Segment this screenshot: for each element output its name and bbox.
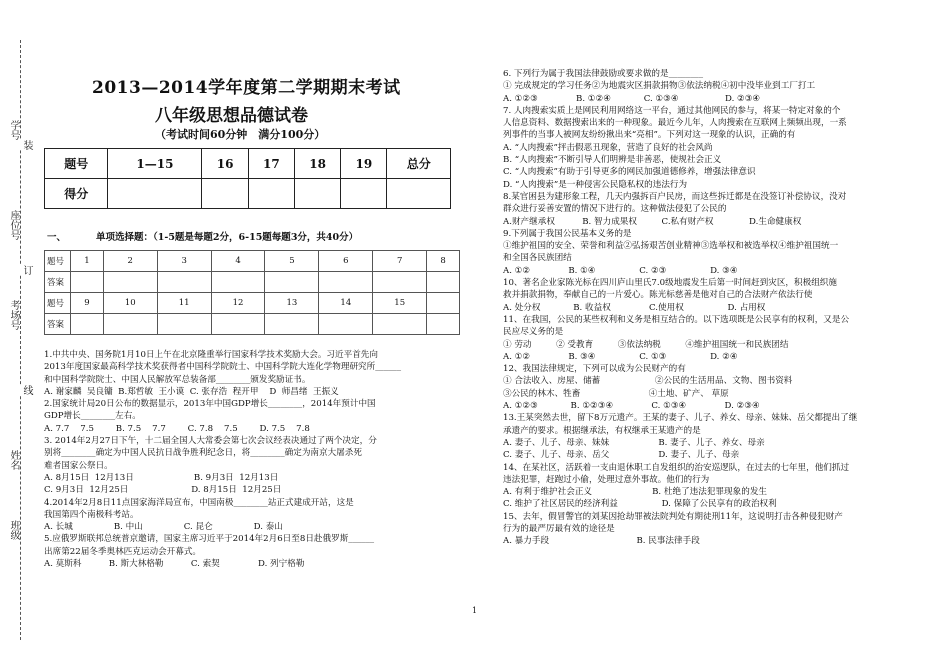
answer-cell[interactable] [319,314,373,335]
score-cell[interactable] [202,179,248,209]
question-line: 12、我国法律规定，下列可以成为公民财产的有 [503,364,686,375]
answer-cell[interactable] [71,272,104,293]
grid-qnum: 11 [157,293,211,314]
exam-subtitle: 八年级思想品德试卷 [155,106,308,126]
binding-label-class: 班级 [8,520,19,540]
grid-qnum: 2 [103,251,157,272]
question-line: ③公民的林木、牲畜 ④土地、矿产、 草原 [503,388,729,399]
binding-mark-zhuang: 装 [21,140,32,150]
grid-qnum: 14 [319,293,373,314]
answer-cell[interactable] [211,314,265,335]
grid-qnum [427,293,460,314]
right-questions [503,68,928,548]
question-line: 2.国家统计局20日公布的数据显示，2013年中国GDP增长________，2014年预计中国 [44,399,376,410]
question-line: 5.应俄罗斯联邦总统普京邀请，国家主席习近平于2014年2月6日至8日赴俄罗斯______ [44,534,375,545]
question-line: 14、在某社区，活跃着一支由退休职工自发组织的治安巡逻队，在过去的七年里，他们抓过 [503,462,850,473]
question-line: 13.王某突然去世，留下8万元遗产。王某的妻子、儿子、养女、母亲、妹妹、岳父都提出了继 [503,413,858,424]
answer-cell[interactable] [265,314,319,335]
question-line: 我国第四个南极科考站。 [44,509,139,520]
score-cell[interactable] [341,179,387,209]
binding-label-seat: 座位号 [8,210,19,240]
answer-cell[interactable] [265,272,319,293]
question-line: ①维护祖国的安全、荣誉和利益②弘扬艰苦创业精神③选举权和被选举权④维护祖国统一 [503,241,839,252]
left-questions [44,349,459,570]
question-line: 违法犯罪，赶跑过小偷，处理过意外事故。他们的行为 [503,474,710,485]
question-line: A. ①②③ B. ①②③④ C. ①③④ D. ②③④ [503,401,760,412]
question-line: 10、著名企业家陈光标在四川庐山里氏7.0级地震发生后第一时间赶到灾区，积极组织施 [503,278,837,289]
question-line: 救并捐款捐物，奉献自己的一片爱心。陈光标慈善是他对自己的合法财产依法行使 [503,290,813,301]
answer-cell[interactable] [71,314,104,335]
page-number: 1 [472,606,478,615]
question-line: 2013年度国家最高科学技术奖获得者中国科学院院士、中国科学院大连化学物理研究所______ [44,362,402,373]
score-table [44,148,451,209]
answer-cell[interactable] [427,272,460,293]
grid-qnum: 4 [211,251,265,272]
question-line: C. “人肉搜索”有助于引导更多的网民加强道德修养，增强法律意识 [503,167,756,178]
section-heading: 一、 单项选择题：（1-5题是每题2分，6-15题每题3分，共40分） [47,232,359,243]
question-line: ① 劳动 ② 受教育 ③依法纳税 ④维护祖国统一和民族团结 [503,339,789,350]
grid-label: 答案 [45,272,71,293]
question-line: 出席第22届冬季奥林匹克运动会开幕式。 [44,546,202,557]
answer-cell[interactable] [157,272,211,293]
binding-label-name: 姓名 [8,450,19,470]
question-line: A. ①② B. ③④ C. ①③ D. ②④ [503,351,738,362]
question-line: 11、在我国，公民的某些权利和义务是相互结合的。以下选项既是公民享有的权利，又是公 [503,314,850,325]
binding-mark-ding: 订 [21,265,32,275]
score-header: 16 [202,149,248,179]
question-line: A.财产继承权 B. 智力成果权 C.私有财产权 D.生命健康权 [503,216,802,227]
grid-label: 答案 [45,314,71,335]
binding-label-student-id: 学号 [8,120,19,140]
question-line: A. ①②③ B. ①②④ C. ①③④ D. ②③④ [503,93,761,104]
score-header: 1—15 [108,149,202,179]
score-cell[interactable] [387,179,451,209]
grid-qnum: 5 [265,251,319,272]
answer-cell[interactable] [103,314,157,335]
question-line: 1.中共中央、国务院1月10日上午在北京隆重举行国家科学技术奖励大会。习近平首先向 [44,350,378,360]
answer-cell[interactable] [373,272,427,293]
question-line: C. 维护了社区居民的经济利益 D. 保障了公民享有的政治权利 [503,499,777,510]
score-header: 题号 [45,149,108,179]
question-line: A. 长城 B. 中山 C. 昆仑 D. 泰山 [44,522,283,533]
question-line: B. “人肉搜索”不断引导人们明辨是非善恶，使规社会正义 [503,155,722,166]
question-line: 和全国各民族团结 [503,253,572,264]
question-line: ① 完成规定的学习任务②为地震灾区捐款捐物③依法纳税④初中没毕业到工厂打工 [503,81,816,92]
question-line: A. 妻子、儿子、母亲、妹妹 B. 妻子、儿子、养女、母亲 [503,437,765,448]
answer-cell[interactable] [157,314,211,335]
score-header: 18 [294,149,340,179]
question-line: A. 谢家麟 吴良镛 B.郑哲敏 王小谟 C. 张存浩 程开甲 D 师昌绪 王振义 [44,386,339,397]
answer-cell[interactable] [427,314,460,335]
binding-label-room: 考场号 [8,300,19,330]
answer-grid [44,250,460,335]
grid-qnum: 7 [373,251,427,272]
answer-cell[interactable] [373,314,427,335]
exam-title: 2013—2014学年度第二学期期末考试 [92,78,401,98]
binding-mark-xian: 线 [21,385,32,395]
question-line: 6. 下列行为属于我国法律鼓励或要求做的是________ [503,69,703,79]
score-header: 19 [341,149,387,179]
grid-qnum: 6 [319,251,373,272]
question-line: 和中国科学院院士、中国人民解放军总装备部________颁发奖励证书。 [44,374,311,385]
answer-cell[interactable] [211,272,265,293]
score-cell[interactable] [108,179,202,209]
question-line: 列事件的当事人被网友纷纷揪出来“亮相”。下列对这一现象的认识，正确的有 [503,130,796,141]
score-header: 17 [248,149,294,179]
grid-qnum: 10 [103,293,157,314]
score-cell[interactable] [248,179,294,209]
answer-cell[interactable] [319,272,373,293]
question-line: 8.某官困县为建形象工程，几天内强拆百户民房，而这些拆迁都是在没签订补偿协议，没对 [503,191,847,202]
question-line: 7. 人肉搜索实质上是网民利用网络这一平台，通过其他网民的参与，将某一特定对象的个 [503,105,841,116]
question-line: 群众进行妥善安置的情况下进行的。这种做法侵犯了公民的 [503,204,727,215]
grid-qnum: 9 [71,293,104,314]
question-line: 行为的最严厉最有效的途径是 [503,523,615,534]
score-cell[interactable] [294,179,340,209]
question-line: 3. 2014年2月27日下午，十二届全国人大常委会第七次会议经表决通过了两个决定，分 [44,436,377,447]
question-line: 15、去年，假冒警官的刘某因抢劫罪被法院判处有期徒刑11年，这说明打击各种侵犯财产 [503,511,843,522]
question-line: 承遗产的要求。根据继承法，有权继承王某遗产的是 [503,425,701,436]
question-line: 4.2014年2月8日11点国家海洋局宣布，中国南极________站正式建成开站，这是 [44,497,354,508]
question-line: A. 8月15日 12月13日 B. 9月3日 12月13日 [44,472,279,483]
question-line: A. 有利于维护社会正义 B. 杜绝了违法犯罪现象的发生 [503,487,768,498]
question-line: C. 妻子、儿子、母亲、岳父 D. 妻子、儿子、母亲 [503,450,740,461]
question-line: A. ①② B. ①④ C. ②③ D. ③④ [503,265,738,276]
grid-qnum: 13 [265,293,319,314]
grid-qnum: 12 [211,293,265,314]
score-row-label: 得分 [45,179,108,209]
question-line: 民应尽义务的是 [503,327,564,338]
grid-label: 题号 [45,251,71,272]
question-line: 别将________确定为中国人民抗日战争胜利纪念日，将________确定为南京大屠杀死 [44,448,362,459]
answer-cell[interactable] [103,272,157,293]
exam-note: （考试时间60分钟 满分100分） [155,128,326,141]
grid-label: 题号 [45,293,71,314]
question-line: A. 莫斯科 B. 斯大林格勒 C. 索契 D. 列宁格勒 [44,559,305,570]
question-line: GDP增长________左右。 [44,411,141,422]
question-line: C. 9月3日 12月25日 D. 8月15日 12月25日 [44,485,282,496]
question-line: 9.下列属于我国公民基本义务的是 [503,228,632,239]
grid-qnum: 15 [373,293,427,314]
grid-qnum: 3 [157,251,211,272]
question-line: A. “人肉搜索”抨击假恶丑现象，营造了良好的社会风尚 [503,142,713,153]
question-line: 难者国家公祭日。 [44,460,113,471]
question-line: A. 7.7 7.5 B. 7.5 7.7 C. 7.8 7.5 D. 7.5 7.8 [44,423,310,434]
question-line: ① 合法收入、房屋、储蓄 ②公民的生活用品、文物、图书资料 [503,376,793,387]
question-line: A. 处分权 B. 收益权 C.使用权 D. 占用权 [503,302,766,313]
grid-qnum: 8 [427,251,460,272]
question-line: 人信息资料、数据搜索出来的一种现象。最近今儿年，人肉搜索在互联网上频频出现，一系 [503,118,847,129]
question-line: A. 暴力手段 B. 民事法律手段 [503,536,700,547]
grid-qnum: 1 [71,251,104,272]
question-line: D. “人肉搜索”是一种侵害公民隐私权的违法行为 [503,179,688,190]
score-header: 总分 [387,149,451,179]
